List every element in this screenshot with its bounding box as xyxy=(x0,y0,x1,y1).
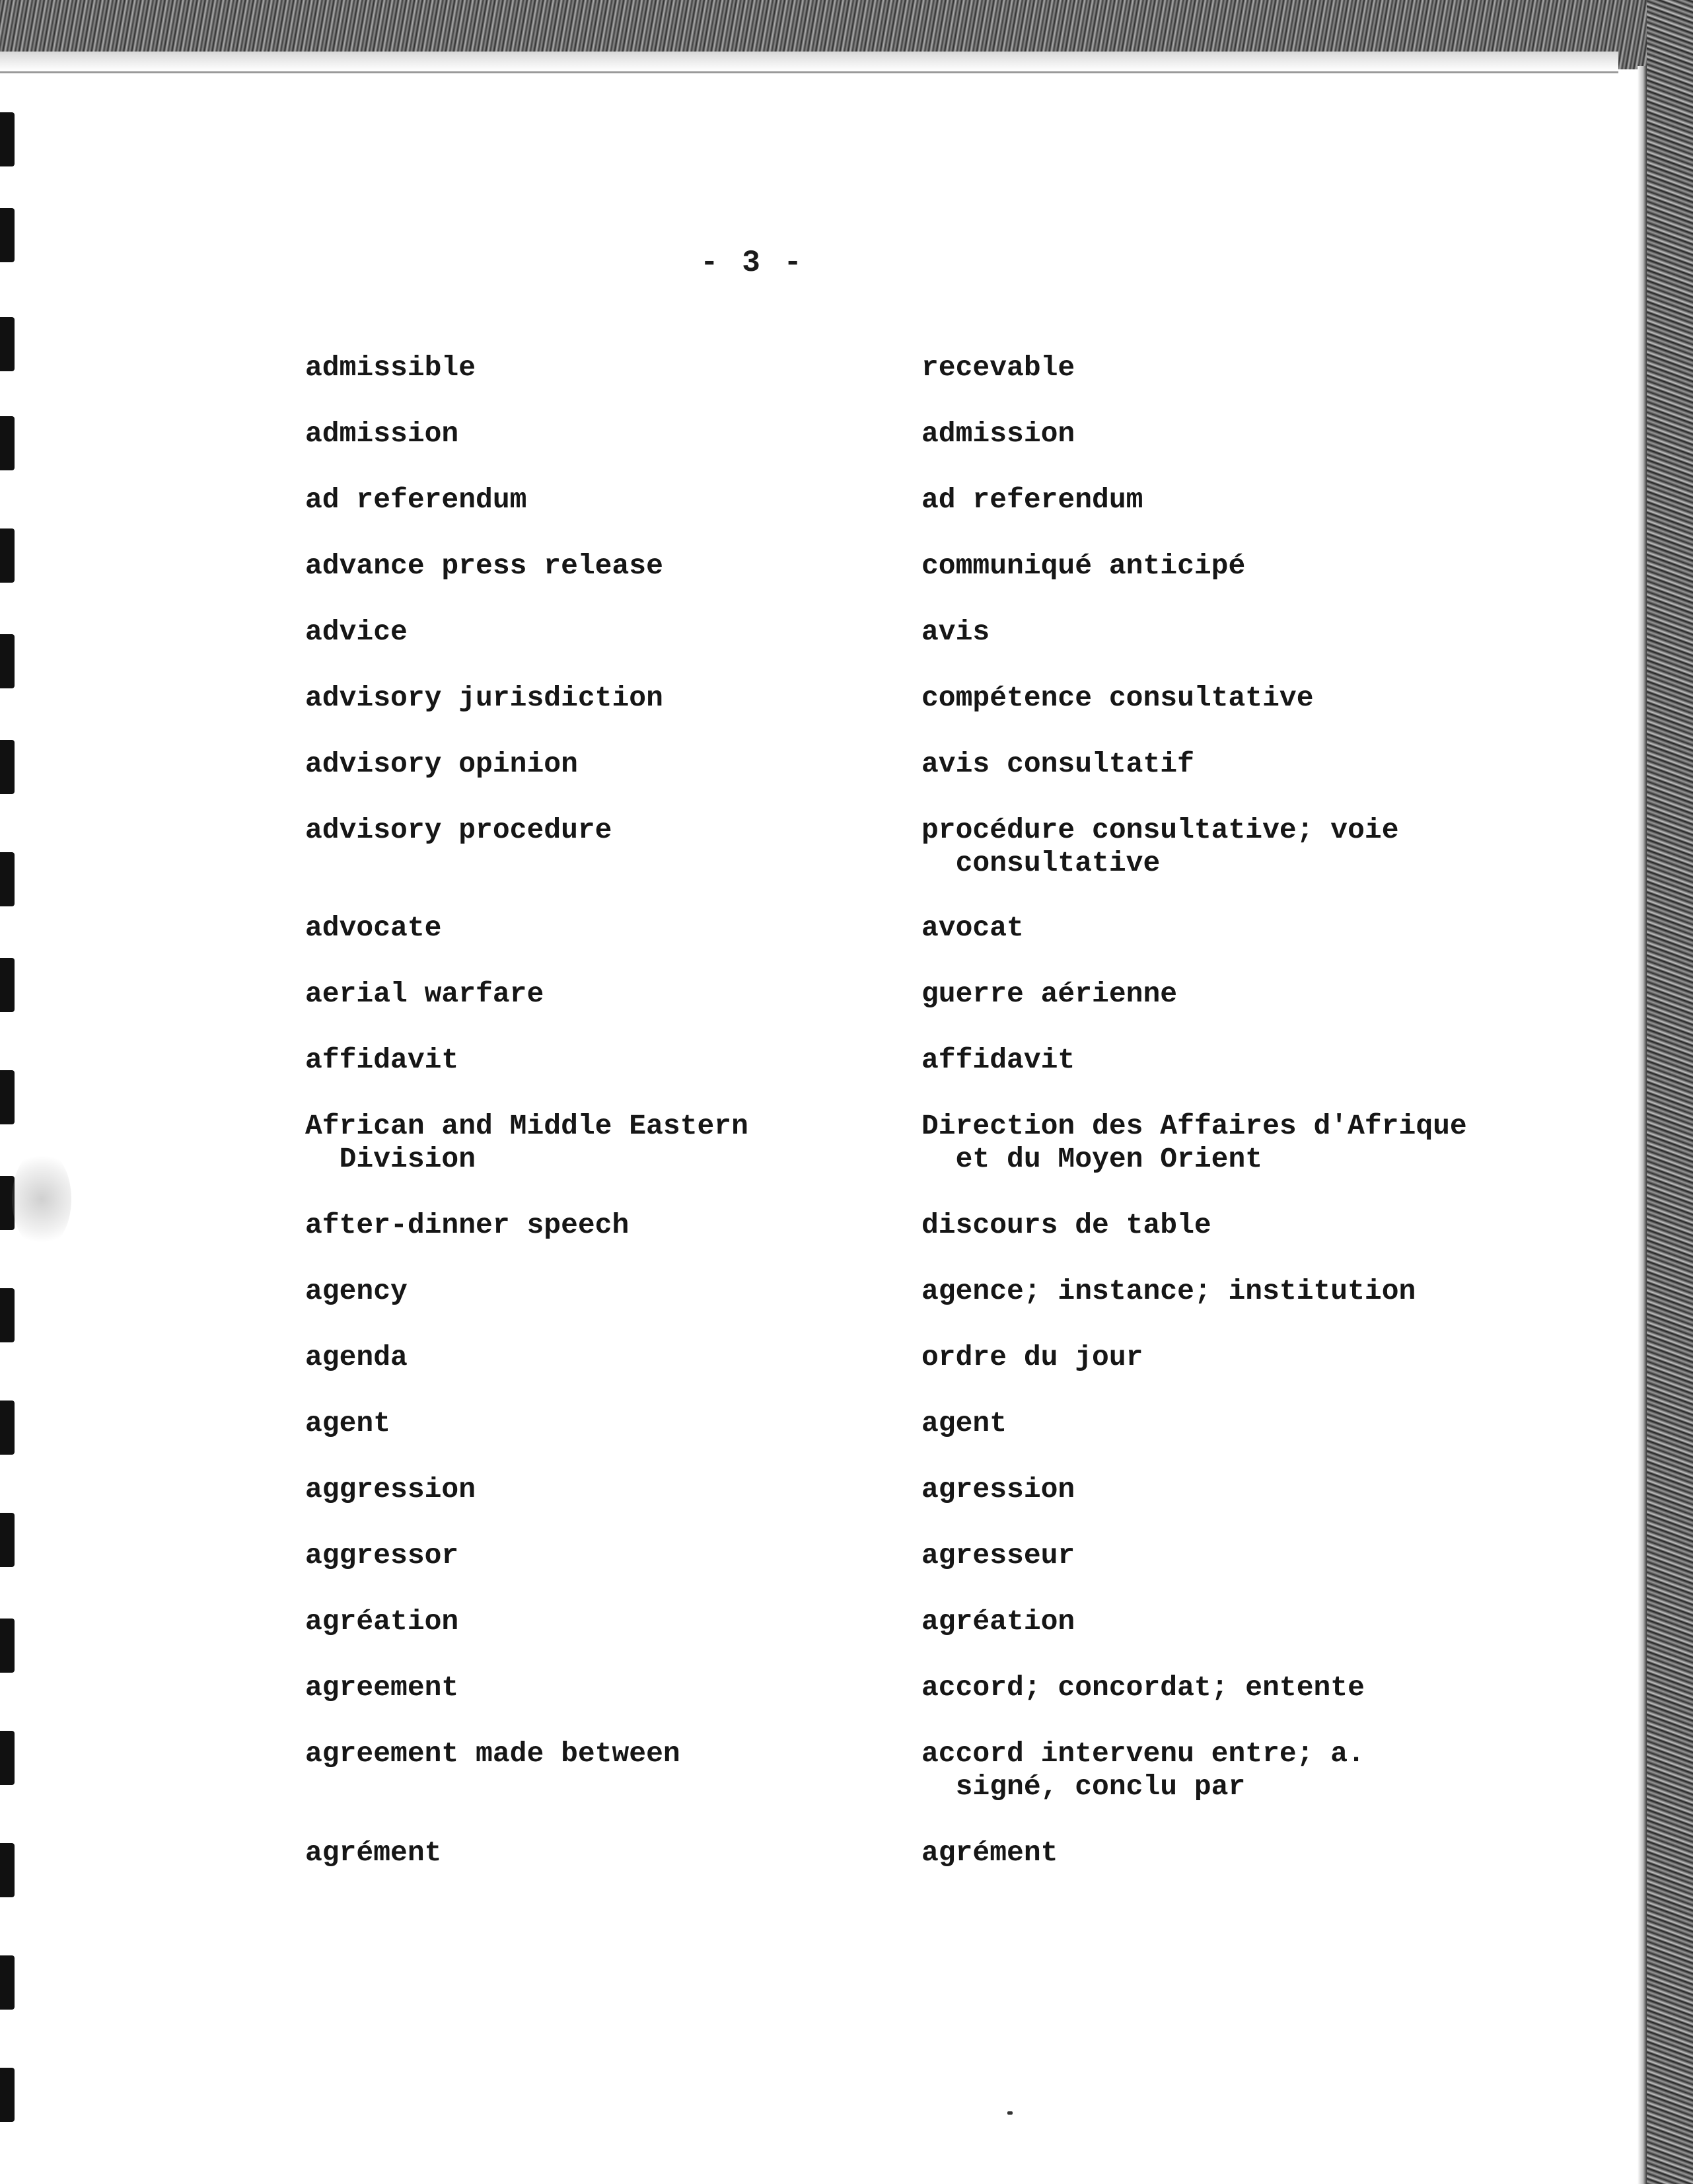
term-fr: accord; concordat; entente xyxy=(921,1671,1365,1704)
term-en: agency xyxy=(305,1275,408,1307)
term-en: advocate xyxy=(305,912,442,944)
term-fr: accord intervenu entre; a. signé, conclu par xyxy=(921,1737,1365,1803)
term-fr: ordre du jour xyxy=(921,1341,1143,1373)
term-fr: avocat xyxy=(921,912,1024,944)
term-en: agreement made between xyxy=(305,1737,680,1770)
term-en: agreement xyxy=(305,1671,459,1704)
term-en: agenda xyxy=(305,1341,408,1373)
term-fr: agression xyxy=(921,1473,1075,1506)
term-fr: ad referendum xyxy=(921,484,1143,516)
term-fr: avis xyxy=(921,616,990,648)
term-en: advisory procedure xyxy=(305,814,612,846)
term-fr: communiqué anticipé xyxy=(921,550,1246,582)
term-en: after-dinner speech xyxy=(305,1209,630,1241)
term-fr: affidavit xyxy=(921,1044,1075,1076)
term-en: aggressor xyxy=(305,1539,459,1572)
term-en: aerial warfare xyxy=(305,978,544,1010)
scan-smudge xyxy=(12,1149,71,1249)
term-en: African and Middle Eastern Division xyxy=(305,1110,748,1175)
term-fr: agence; instance; institution xyxy=(921,1275,1416,1307)
scan-right-border xyxy=(1647,0,1693,2184)
term-en: advance press release xyxy=(305,550,663,582)
term-fr: avis consultatif xyxy=(921,748,1194,780)
page-number: - 3 - xyxy=(700,246,805,280)
term-en: advice xyxy=(305,616,408,648)
term-en: agréation xyxy=(305,1605,459,1638)
term-en: admissible xyxy=(305,351,476,384)
term-fr: agresseur xyxy=(921,1539,1075,1572)
term-fr: guerre aérienne xyxy=(921,978,1178,1010)
term-fr: admission xyxy=(921,418,1075,450)
term-fr: compétence consultative xyxy=(921,682,1314,714)
term-fr: procédure consultative; voie consultative xyxy=(921,814,1399,879)
ink-dot xyxy=(1007,2111,1013,2115)
term-fr: recevable xyxy=(921,351,1075,384)
page-right-edge xyxy=(1638,66,1647,2184)
term-fr: agréation xyxy=(921,1605,1075,1638)
term-fr: discours de table xyxy=(921,1209,1211,1241)
term-fr: Direction des Affaires d'Afrique et du Moyen Orient xyxy=(921,1110,1467,1175)
term-en: advisory opinion xyxy=(305,748,578,780)
page-top-edge xyxy=(0,52,1618,73)
binding-holes xyxy=(0,79,16,2180)
term-en: agent xyxy=(305,1407,391,1439)
term-en: affidavit xyxy=(305,1044,459,1076)
term-en: agrément xyxy=(305,1837,442,1869)
term-en: admission xyxy=(305,418,459,450)
term-fr: agrément xyxy=(921,1837,1058,1869)
term-en: advisory jurisdiction xyxy=(305,682,663,714)
term-en: aggression xyxy=(305,1473,476,1506)
term-fr: agent xyxy=(921,1407,1007,1439)
term-en: ad referendum xyxy=(305,484,527,516)
